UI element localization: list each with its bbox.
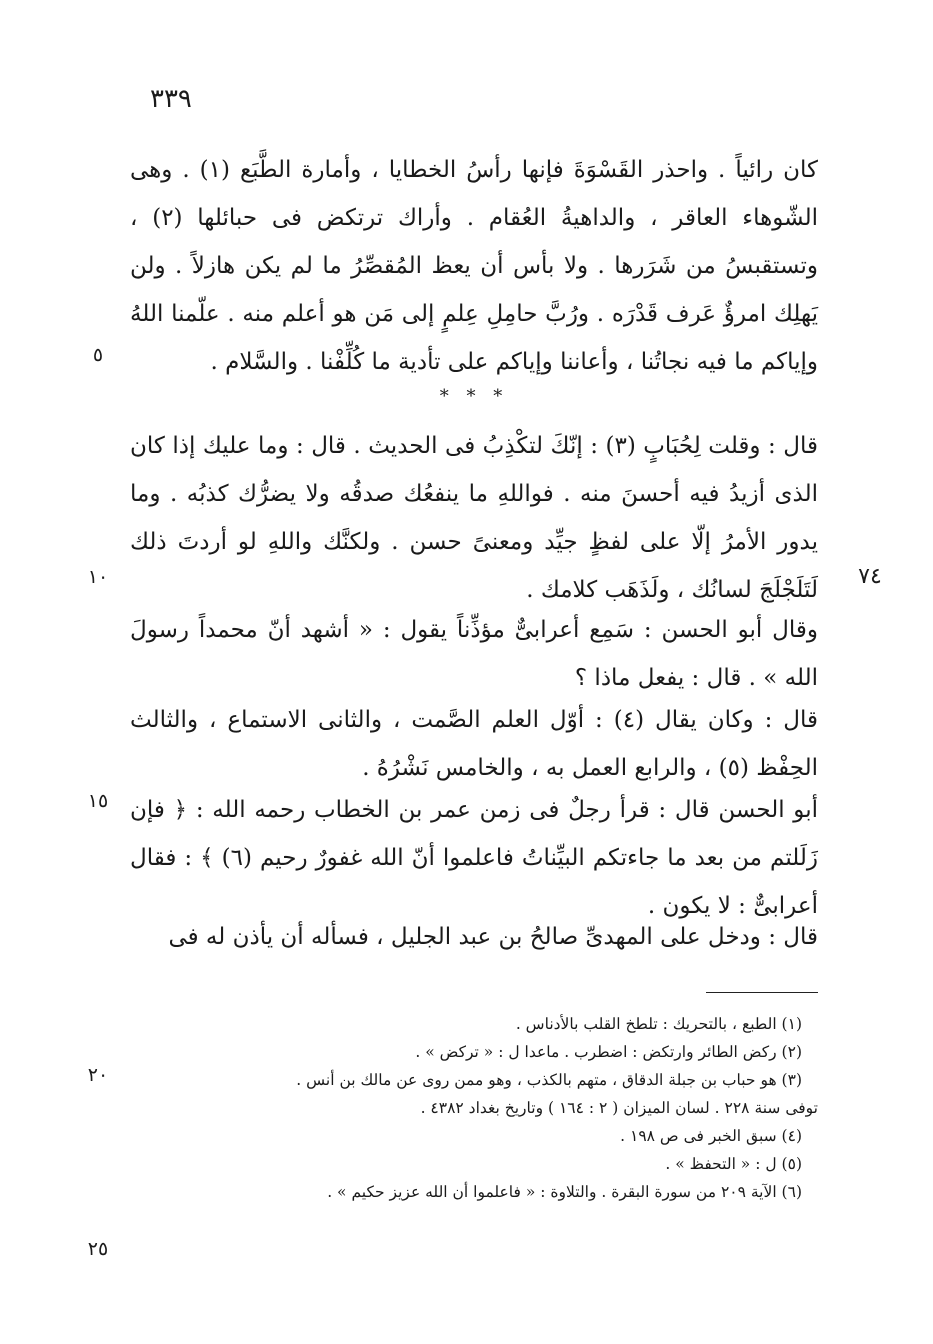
main-text-paragraph-1 [130,146,818,386]
main-text-paragraph-3 [130,606,818,702]
main-text-paragraph-6 [130,913,818,961]
footnote-5: (٥) ل : « التحفظ » . [665,1155,802,1173]
line-number-10: ١٠ [87,566,109,588]
paragraph-text: أبو الحسن قال : قرأ رجلٌ فى زمن عمر بن الخطاب رحمه الله : ﴿ فإن زَلَلتم من بعد ما جاءتكم البيِّناتُ فاعلموا أنّ الله غفورٌ رحيم (٦) ﴾ : فقال أعرابىٌّ : لا يكون . [130,797,819,919]
main-text-paragraph-4 [130,696,818,792]
footnote-3: (٣) هو حباب بن جبلة الدقاق ، متهم بالكذب ، وهو ممن روى عن مالك بن أنس . [296,1071,802,1089]
footnote-divider [706,992,818,993]
line-number-5: ٥ [92,344,104,366]
paragraph-text: قال : ودخل على المهدىِّ صالحُ بن عبد الجليل ، فسأله أن يأذن له فى [168,924,818,950]
page-number: ٣٣٩ [150,84,192,114]
footnote-6: (٦) الآية ٢٠٩ من سورة البقرة . والتلاوة : « فاعلموا أن الله عزيز حكيم » . [327,1183,802,1201]
footnote-3-continued: توفى سنة ٢٢٨ . لسان الميزان ( ٢ : ١٦٤ ) وتاريخ بغداد ٤٣٨٢ . [420,1099,818,1117]
line-number-25: ٢٥ [87,1238,109,1260]
paragraph-text: وقال أبو الحسن : سَمِع أعرابىٌّ مؤذِّناً يقول : « أشهد أنّ محمداً رسولَ الله » . قال : يفعل ماذا ؟ [130,617,818,691]
main-text-paragraph-2 [130,422,818,614]
footnote-4: (٤) سبق الخبر فى ص ١٩٨ . [620,1127,802,1145]
paragraph-text: قال : وكان يقال (٤) : أوّل العلم الصَّمت ، والثانى الاستماع ، والثالث الحِفْظ (٥) ، والرابع العمل به ، والخامس نَشْرُهُ . [130,707,818,781]
line-number-20: ٢٠ [87,1064,109,1086]
footnote-2: (٢) ركض الطائر وارتكض : اضطرب . ماعدا ل : « تركض » . [415,1043,802,1061]
line-number-15: ١٥ [87,790,109,812]
main-text-paragraph-5 [130,786,818,930]
footnotes [150,1010,818,1206]
paragraph-text: كان رائياً . واحذر القَسْوَةَ فإنها رأسُ الخطايا ، وأمارة الطَّبَع (١) . وهى الشّوهاء العاقر ، والداهيةُ العُقام . وأراك ترتكض فى حبائلها (٢) ، وتستقبسُ من شَرَرها . ولا بأس أن يعظ المُقصِّرُ ما لم يكن هازلاً . ولن يَهلِك امرؤٌ عَرف قَدْرَه . ورُبَّ حامِلِ عِلمٍ إلى مَن هو أعلم منه . علّمنا اللهُ وإياكم ما فيه نجاتُنا ، وأعاننا وإياكم على تأدية ما كُلِّفْنا . والسَّلام . [130,157,819,375]
section-separator: * * * [439,386,509,407]
margin-folio-marker: ٧٤ [858,564,882,589]
paragraph-text: قال : وقلت لِحُبَابٍ (٣) : إنّكَ لتكْذِبُ فى الحديث . قال : وما عليك إذا كان الذى أزيدُ فيه أحسنَ منه . فواللهِ ما ينفعُك صدقُه ولا يضرُّك كذبُه . وما يدور الأمرُ إلّا على لفظٍ جيِّد ومعنىً حسن . ولكنَّك واللهِ لو أردتَ ذلك لَتَلَجْلَجَ لسانُك ، ولَذَهَب كلامك . [130,433,818,603]
footnote-1: (١) الطبع ، بالتحريك : تلطخ القلب بالأدناس . [515,1015,802,1033]
